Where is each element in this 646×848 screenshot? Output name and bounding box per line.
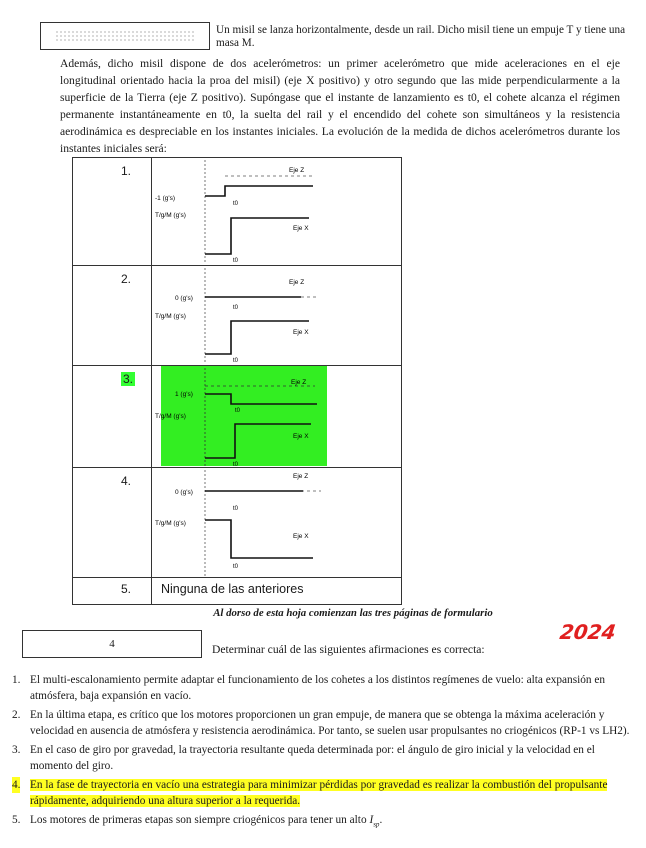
option-number: 5. <box>12 814 21 826</box>
dotted-fill <box>55 30 195 42</box>
z-label: 1 (g's) <box>175 391 193 398</box>
eje-z: Eje Z <box>293 473 309 480</box>
q4-option-2[interactable] <box>12 707 632 739</box>
x-label: T/g/M (g's) <box>155 212 186 219</box>
eje-z: Eje Z <box>289 167 305 174</box>
eje-x: Eje X <box>293 329 309 336</box>
q4-option-1[interactable] <box>12 672 632 704</box>
sentence-end: . <box>379 814 383 826</box>
divider <box>151 366 152 467</box>
x-label: T/g/M (g's) <box>155 313 186 320</box>
t0-label-x: t0 <box>233 462 239 468</box>
z-label: 0 (g's) <box>175 489 193 496</box>
option-number: 2. <box>121 272 132 286</box>
dorso-note: Al dorso de esta hoja comienzan las tres páginas de formulario <box>213 607 493 619</box>
option-number: 3. <box>123 372 134 386</box>
t0-label-z: t0 <box>235 408 241 414</box>
options-grid <box>72 157 402 605</box>
eje-x: Eje X <box>293 433 309 440</box>
divider <box>151 578 152 604</box>
x-label: T/g/M (g's) <box>155 520 186 527</box>
accelerometer-plot-1 <box>153 158 401 266</box>
option-text: En la última etapa, es crítico que los motores proporcionen un gran empuje, de manera que se obtenga la máxima aceleración y velocidad en ausencia de atmósfera y resistencia aerodinámica. Por tanto, se suelen usar propulsantes no criogénicos (RP-1 vs LH2). <box>30 709 630 737</box>
option-number: 5. <box>121 582 132 596</box>
option-number: 1. <box>121 164 132 178</box>
option-text: En el caso de giro por gravedad, la trayectoria resultante queda determinada por: el ángulo de giro inicial y la velocidad en el momento del giro. <box>30 744 595 772</box>
eje-z: Eje Z <box>291 379 307 386</box>
option-text: El multi-escalonamiento permite adaptar el funcionamiento de los cohetes a los distintos regímenes de vuelo: alta expansión en atmósfera, baja expansión en vacío. <box>30 674 606 702</box>
divider <box>151 266 152 365</box>
z-label: 0 (g's) <box>175 295 193 302</box>
q4-option-4[interactable] <box>12 777 632 809</box>
option-number: 2. <box>12 709 21 721</box>
q4-options-list <box>12 672 632 835</box>
q3-body: Además, dicho misil dispone de dos acelerómetros: un primer acelerómetro que mide aceleraciones en el eje longitudinal orientado hacia la proa del misil) (eje X positivo) y otro segundo que las mide perpendicularmente a la superficie de la Tierra (eje Z positivo). Supóngase que el instante de lanzamiento es t0, el cohete alcanza el régimen permanente instantáneamente en t0, la suelta del rail y el encendido del cohete son simultáneos y la resistencia aerodinámica es despreciable en los instantes iniciales. La evolución de la medida de dichos acelerómetros durante los instantes iniciales será: <box>60 57 620 155</box>
isp-subscript: sp <box>373 820 380 829</box>
x-label: T/g/M (g's) <box>155 413 186 420</box>
accelerometer-plot-3 <box>153 366 401 468</box>
eje-x: Eje X <box>293 533 309 540</box>
option-number: 3. <box>12 744 21 756</box>
option-row-1[interactable] <box>73 158 401 266</box>
option-row-4[interactable] <box>73 468 401 578</box>
option-row-3[interactable] <box>73 366 401 468</box>
t0-label-x: t0 <box>233 564 239 570</box>
option-5-text: Ninguna de las anteriores <box>161 582 304 596</box>
q4-option-5[interactable] <box>12 812 632 832</box>
q4-title: Determinar cuál de las siguientes afirmaciones es correcta: <box>212 643 485 656</box>
option-number: 4. <box>12 779 21 791</box>
option-number: 4. <box>121 474 132 488</box>
answer-box-q3 <box>40 22 210 50</box>
option-text: Los motores de primeras etapas son siempre criogénicos para tener un alto <box>30 814 367 826</box>
divider <box>151 468 152 577</box>
isp-letter: I <box>369 814 374 826</box>
t0-label-x: t0 <box>233 358 239 364</box>
divider <box>151 158 152 265</box>
year-annotation: 2024 <box>558 620 618 644</box>
q3-intro: Un misil se lanza horizontalmente, desde un rail. Dicho misil tiene un empuje T y tiene una masa M. <box>216 24 626 49</box>
eje-x: Eje X <box>293 225 309 232</box>
t0-label-z: t0 <box>233 201 239 207</box>
t0-label-x: t0 <box>233 258 239 264</box>
option-text: En la fase de trayectoria en vacío una estrategia para minimizar pérdidas por gravedad es realizar la combustión del propulsante rápidamente, adquiriendo una altura superior a la requerida. <box>30 779 608 807</box>
option-row-5[interactable] <box>73 578 401 604</box>
question-number-box: 4 <box>22 630 202 658</box>
option-row-2[interactable] <box>73 266 401 366</box>
isp-symbol <box>369 814 380 829</box>
q4-option-3[interactable] <box>12 742 632 774</box>
accelerometer-plot-2 <box>153 266 401 366</box>
t0-label-z: t0 <box>233 305 239 311</box>
accelerometer-plot-4 <box>153 468 401 578</box>
t0-label-z: t0 <box>233 506 239 512</box>
z-label: -1 (g's) <box>155 195 176 202</box>
option-number: 1. <box>12 674 21 686</box>
eje-z: Eje Z <box>289 279 305 286</box>
